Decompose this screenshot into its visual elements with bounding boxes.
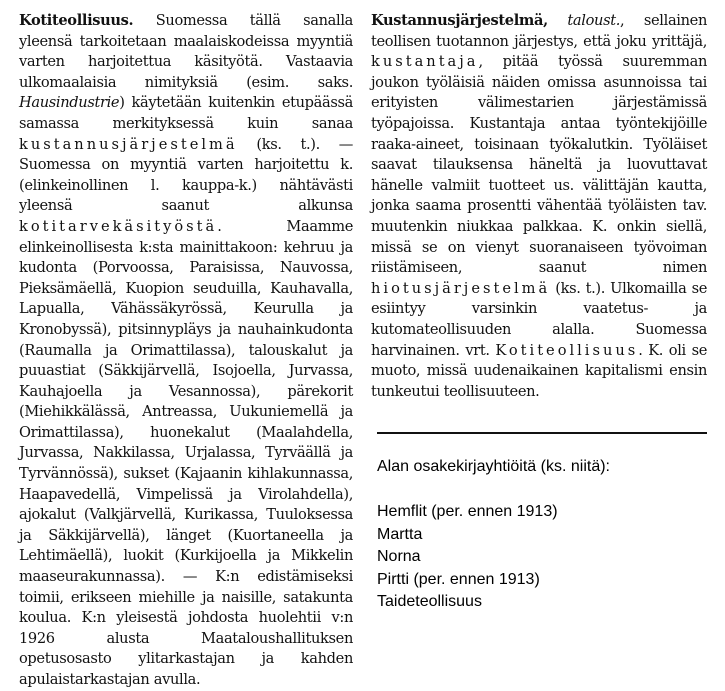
headword: Kustannusjärjestelmä, [371,12,548,29]
company-link-norna[interactable]: Norna [377,548,421,565]
spaced-term: kotitarvekäsityöstä [19,217,218,235]
company-link-pirtti[interactable]: Pirtti (per. ennen 1913) [377,570,540,588]
article-text: (ks. t.). Ulkomailla se esiintyy varsinkin vaatetus- ja kutomateollisuuden alalla. Suomessa harvinainen. vrt. [371,279,707,359]
article-text: (ks. t.). — Suomessa on myyntiä varten harjoitettu k. (elinkeinollinen l. kauppa-k.) nähtävästi yleensä saanut alkunsa [19,135,353,215]
article-text: ) käytetään kuitenkin etupäässä samassa merkityksessä kuin sanaa [19,94,353,132]
article-text: Suomessa tällä sanalla yleensä tarkoitetaan maalaiskodeissa myyntiä varten harjoitettua käsityötä. Vastaavia ulkomaalaisia nimityksiä (esim. saks. [19,12,353,91]
italic-term: Hausindustrie [19,94,120,112]
spaced-term: kustannusjärjestelmä [19,135,238,153]
article-body [371,11,707,402]
company-list [377,456,610,614]
headword: Kotiteollisuus. [19,12,134,29]
article-kotiteollisuus [19,11,353,691]
article-text: . Maamme elinkeinollisesta k:sta mainittakoon: kehruu ja kudonta (Porvoossa, Paraisissa, Nauvossa, Pieksämäellä, Kuopion seuduilla, Kauhavalla, Lapualla, Vähässäkyrössä, Keurulla ja Kronobyssä), pitsinnypläys ja nauhainkudonta (Raumalla ja Orimattilassa), talouskalut ja puuastiat (Säkkijärvellä, Isojoella, Jurvassa, Kauhajoella ja Vesannossa), pärekorit (Miehikkälässä, Antreassa, Uukuniemellä ja Orimattilassa), huonekalut (Maalahdella, Jurvassa, Nakkilassa, Urjalassa, Tyrväällä ja Tyrvännössä), sukset (Kajaanin kihlakunnassa, Haapavedellä, Vimpelissä ja Virolahdella), ajokalut (Valkjärvellä, Kurikassa, Tuuloksessa ja Säkkijärvellä), länget (Kuortaneella ja Lehtimäellä), luokit (Kurkijoella ja Mikkelin maaseurakunnassa). — K:n edistämiseksi toimii, erikseen miehille ja naisille, satakunta koulua. K:n yleisestä johdosta huolehtii v:n 1926 alusta Maataloushallituksen opetusosasto ylitarkastajan ja kahden apulaistarkastajan avulla. [19,217,353,688]
company-link-taideteollisuus[interactable]: Taideteollisuus [377,593,482,610]
article-body [19,11,353,691]
company-link-hemflit[interactable]: Hemflit (per. ennen 1913) [377,503,558,520]
article-text: , sellainen teollisen tuotannon järjestys, että joku yrittäjä, [371,12,707,50]
field-abbreviation: taloust. [547,12,621,29]
article-kustannusjarjestelma [371,11,707,402]
company-link-martta[interactable]: Martta [377,525,423,543]
section-divider [377,432,707,434]
article-text: , pitää työssä suuremman joukon työläisiä näiden omissa asunnoissa tai erityisten välimestarien järjestämissä työpajoissa. Kustantaja antaa työntekijöille raaka-aineet, toisinaan työkalutkin. Työläiset saavat tilauksensa häneltä ja luovuttavat hänelle valmiit tuotteet us. välittäjän kautta, jonka saama prosentti vähentää työläisten tav. muutenkin niukkaa palkkaa. K. onkin siellä, missä se on vienyt suoranaiseen työvoiman riistämiseen, saanut nimen [371,53,707,277]
spaced-term: kustantaja [371,53,479,71]
spaced-term: hiotusjärjestelmä [371,279,551,297]
company-list-heading: Alan osakekirjayhtiöitä (ks. niitä): [377,458,610,475]
cross-reference[interactable]: Kotiteollisuus [495,341,639,359]
article-text: . K. oli se muoto, missä uudenaikainen kapitalismi ensin tunkeutui teollisuuteen. [371,341,707,400]
